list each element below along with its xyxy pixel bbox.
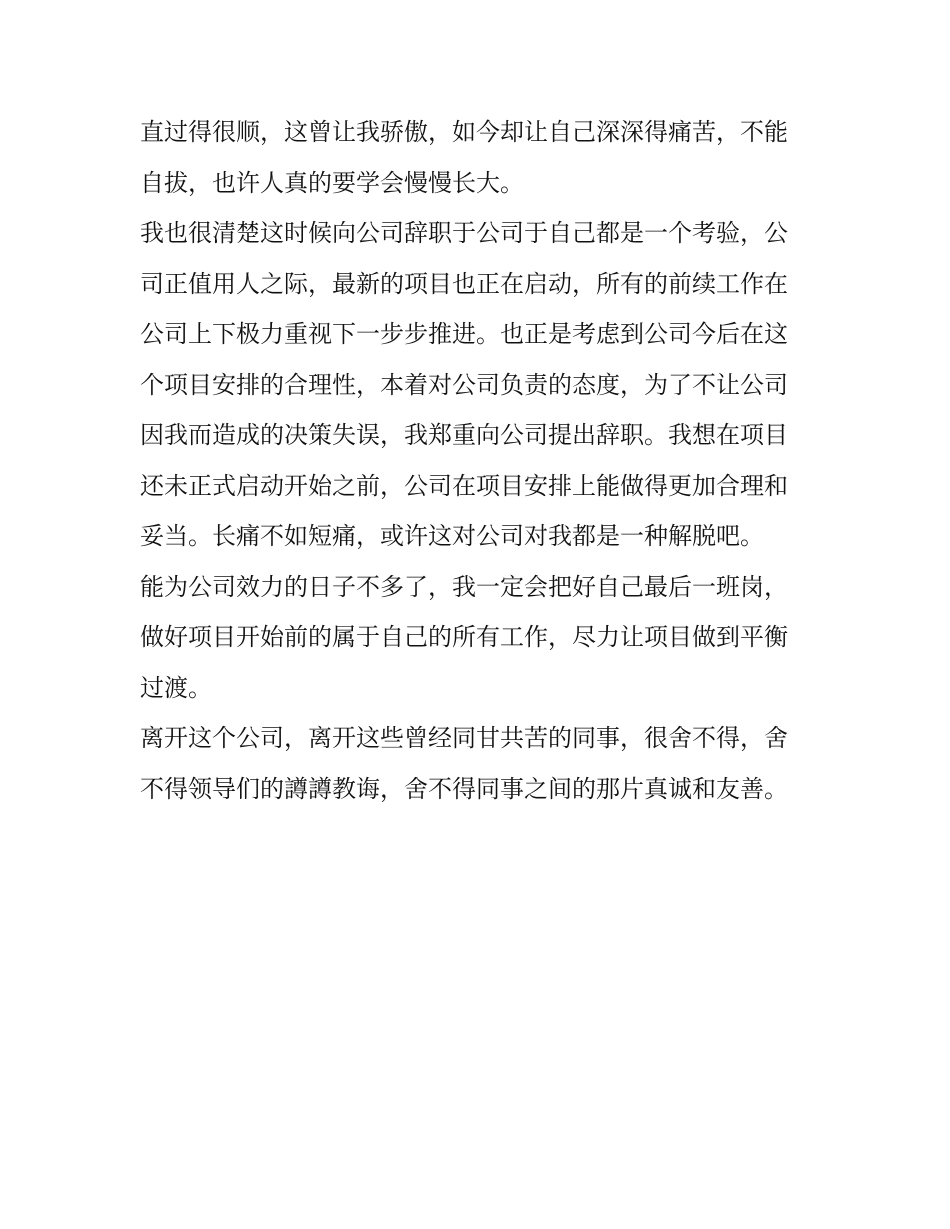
text-line: 公司上下极力重视下一步步推进。也正是考虑到公司今后在这 (140, 320, 788, 348)
text-line: 个项目安排的合理性，本着对公司负责的态度，为了不让公司 (140, 370, 788, 399)
text-line: 不得领导们的譐譐教诲，舍不得同事之间的那片真诚和友善。 (140, 774, 788, 803)
text-line: 直过得很顺，这曾让我骄傲，如今却让自己深深得痛苦，不能 (140, 118, 788, 146)
text-line: 因我而造成的决策失误，我郑重向公司提出辞职。我想在项目 (140, 421, 788, 449)
body-text (140, 107, 820, 814)
text-line: 自拔，也许人真的要学会慢慢长大。 (140, 168, 524, 197)
text-line: 离开这个公司，离开这些曾经同甘共苦的同事，很舍不得，舍 (140, 724, 788, 752)
text-line: 司正值用人之际，最新的项目也正在启动，所有的前续工作在 (140, 269, 788, 298)
text-line: 过渡。 (140, 673, 212, 702)
text-line: 妥当。长痛不如短痛，或许这对公司对我都是一种解脱吧。 (140, 522, 764, 550)
text-line: 还未正式启动开始之前，公司在项目安排上能做得更加合理和 (140, 471, 788, 500)
text-line: 我也很清楚这时候向公司辞职于公司于自己都是一个考验，公 (140, 219, 788, 247)
text-line: 能为公司效力的日子不多了，我一定会把好自己最后一班岗， (140, 572, 788, 601)
text-line: 做好项目开始前的属于自己的所有工作，尽力让项目做到平衡 (140, 623, 788, 651)
